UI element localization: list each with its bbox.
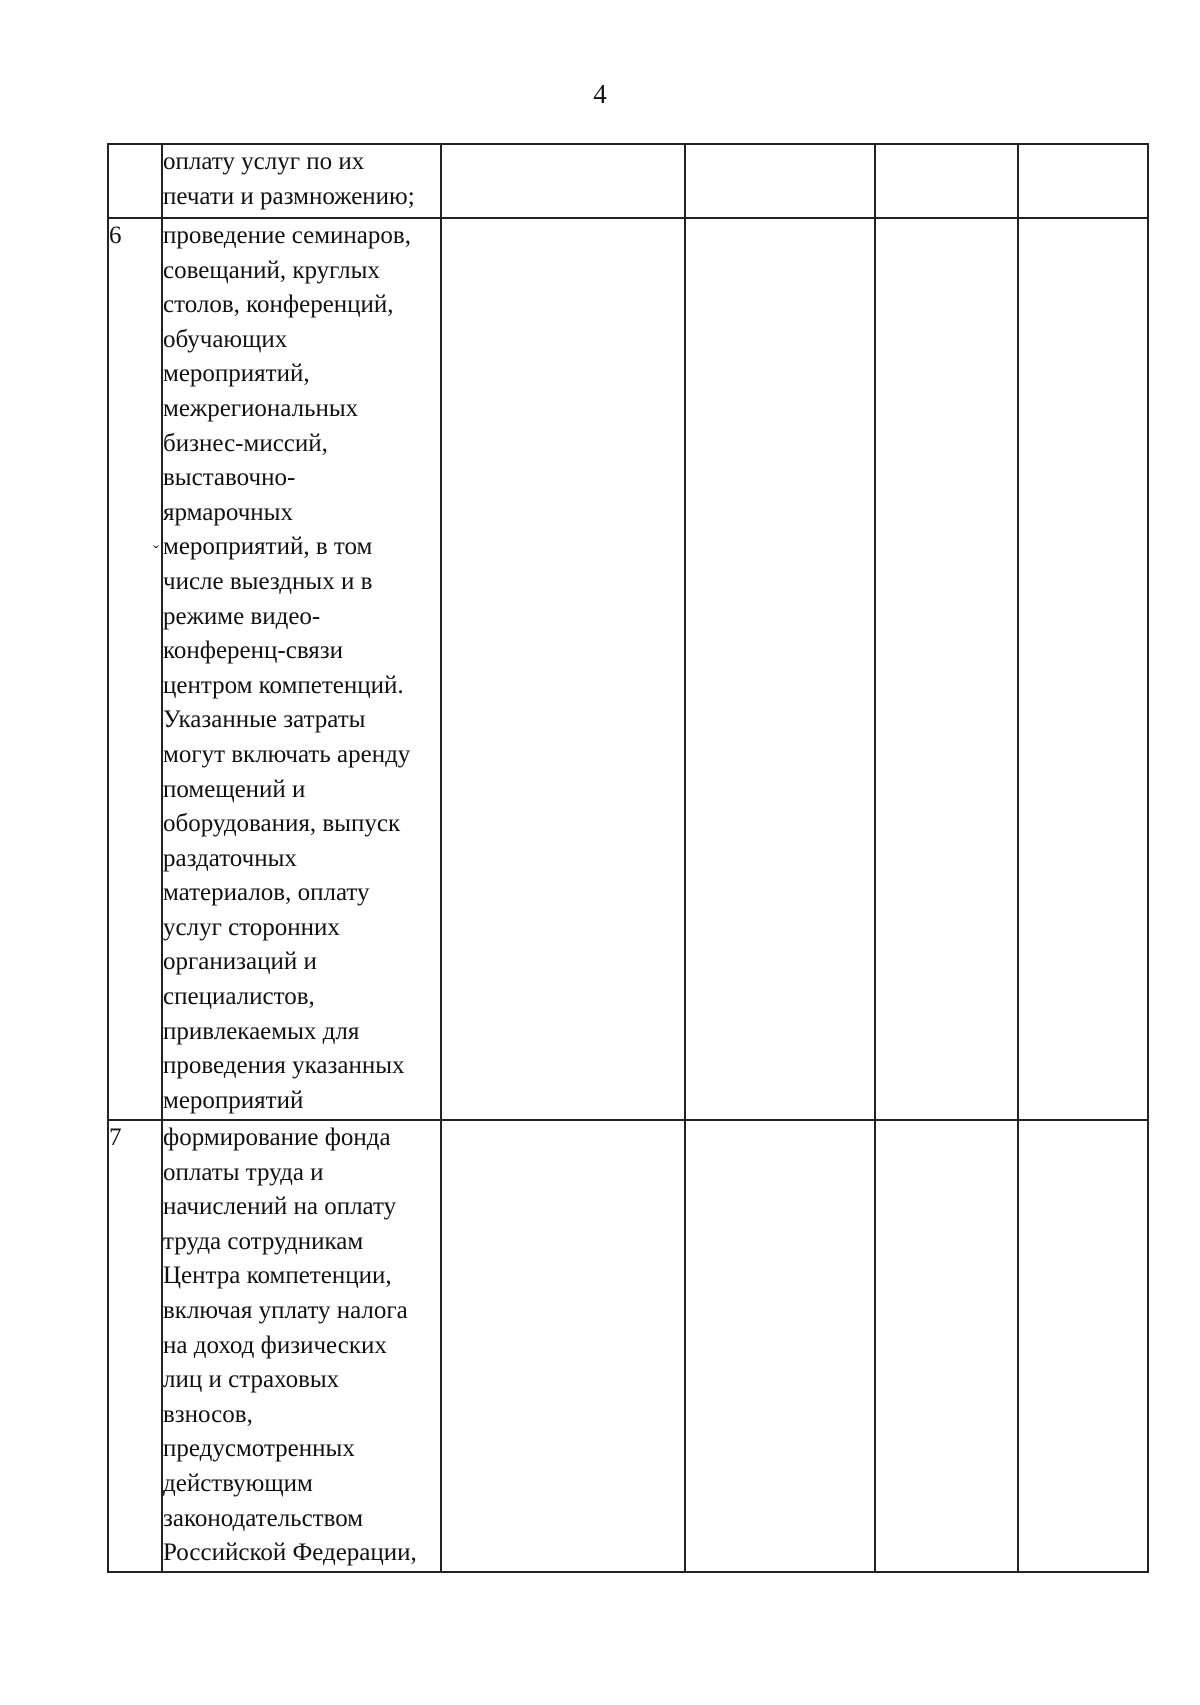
row-description-cell: [162, 218, 441, 1120]
text-line: начислений на оплату: [163, 1193, 397, 1221]
text-line: специалистов,: [163, 983, 315, 1011]
text-line: совещаний, круглых: [163, 256, 380, 284]
text-line: взносов,: [163, 1400, 253, 1428]
text-line: услуг сторонних: [163, 913, 340, 941]
table-row: [108, 1120, 1148, 1572]
empty-cell: [875, 1120, 1018, 1572]
text-line: лиц и страховых: [163, 1366, 340, 1394]
row-number-cell: [108, 144, 162, 218]
text-line: труда сотрудникам: [163, 1227, 364, 1255]
text-line: проведение семинаров,: [163, 222, 411, 249]
empty-cell: [685, 1120, 875, 1572]
text-line: Центра компетенции,: [163, 1262, 392, 1290]
empty-cell: [875, 218, 1018, 1120]
text-line: межрегиональных: [163, 394, 359, 422]
row-description-cell: [162, 144, 441, 218]
page-number: 4: [593, 79, 607, 109]
text-line: материалов, оплату: [163, 879, 370, 907]
empty-cell: [685, 144, 875, 218]
text-line: ярмарочных: [163, 498, 293, 526]
text-line: помещений и: [163, 775, 306, 803]
text-line: предусмотренных: [163, 1435, 355, 1463]
table-row: [108, 144, 1148, 218]
text-line: мероприятий, в том: [163, 533, 373, 561]
text-line: центром компетенций.: [163, 671, 404, 699]
text-line: обучающих: [163, 325, 288, 353]
text-line: мероприятий: [163, 1086, 304, 1114]
text-line: на доход физических: [163, 1331, 387, 1359]
empty-cell: [441, 218, 685, 1120]
empty-cell: [441, 144, 685, 218]
scan-artifact-mark: ˇ: [153, 542, 159, 562]
text-line: конференц-связи: [163, 637, 344, 665]
budget-table: [107, 143, 1149, 1573]
text-line: включая уплату налога: [163, 1296, 408, 1324]
text-line: законодательством: [163, 1504, 364, 1532]
empty-cell: [1018, 218, 1148, 1120]
row-number-cell: 7: [108, 1120, 162, 1572]
empty-cell: [1018, 1120, 1148, 1572]
empty-cell: [441, 1120, 685, 1572]
text-line: формирование фонда: [163, 1124, 391, 1151]
empty-cell: [1018, 144, 1148, 218]
text-line: числе выездных и в: [163, 567, 373, 595]
text-line: привлекаемых для: [163, 1017, 360, 1045]
text-line: раздаточных: [163, 844, 297, 872]
text-line: мероприятий,: [163, 360, 310, 388]
row-description-cell: [162, 1120, 441, 1572]
text-line: проведения указанных: [163, 1052, 405, 1080]
empty-cell: [685, 218, 875, 1120]
empty-cell: [875, 144, 1018, 218]
text-line: Российской Федерации,: [163, 1539, 417, 1567]
text-line: бизнес-миссий,: [163, 429, 328, 457]
text-line: оплату услуг по их: [163, 148, 365, 175]
text-line: могут включать аренду: [163, 740, 411, 768]
table-row: [108, 218, 1148, 1120]
text-line: действующим: [163, 1469, 313, 1497]
text-line: Указанные затраты: [163, 706, 366, 734]
text-line: столов, конференций,: [163, 291, 394, 319]
text-line: режиме видео-: [163, 602, 321, 630]
text-line: печати и размножению;: [163, 182, 415, 210]
text-line: оплаты труда и: [163, 1158, 324, 1186]
text-line: организаций и: [163, 948, 317, 976]
text-line: оборудования, выпуск: [163, 810, 401, 838]
text-line: выставочно-: [163, 464, 296, 492]
row-number-cell: 6: [108, 218, 162, 1120]
